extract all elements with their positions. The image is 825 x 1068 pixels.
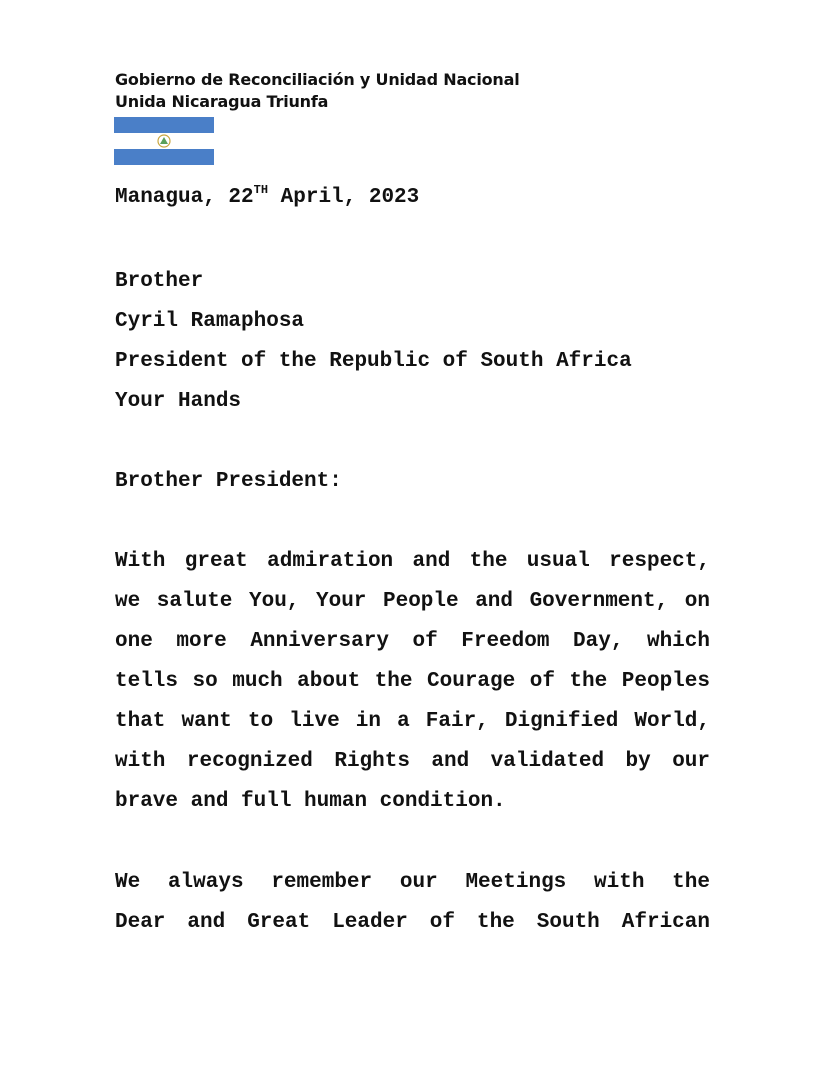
paragraph-line: With great admiration and the usual respect,	[115, 550, 710, 573]
letterhead-government-name: Gobierno de Reconciliación y Unidad Nacional	[115, 70, 520, 89]
salutation: Brother President:	[115, 470, 342, 493]
date-suffix: April, 2023	[268, 186, 420, 209]
flag-bottom-band	[114, 149, 214, 165]
nicaragua-flag-icon	[114, 117, 214, 165]
coat-of-arms-icon	[157, 134, 171, 148]
addressee-title: President of the Republic of South Africa	[115, 350, 632, 373]
paragraph-line: one more Anniversary of Freedom Day, which	[115, 630, 710, 653]
flag-middle-band	[114, 133, 214, 149]
addressee-name: Cyril Ramaphosa	[115, 310, 305, 333]
paragraph-line: with recognized Rights and validated by our	[115, 750, 710, 773]
flag-top-band	[114, 117, 214, 133]
paragraph-line: that want to live in a Fair, Dignified World,	[115, 710, 710, 733]
addressee-line: Your Hands	[115, 390, 242, 413]
date-prefix: Managua, 22	[115, 186, 254, 209]
addressee-block	[115, 262, 632, 422]
paragraph-line: We always remember our Meetings with the	[115, 871, 710, 894]
body-paragraph	[115, 863, 710, 943]
date-ordinal: TH	[253, 183, 269, 197]
paragraph-line: brave and full human condition.	[115, 790, 506, 813]
letterhead	[115, 69, 520, 113]
letter-date	[115, 184, 419, 213]
paragraph-line: we salute You, Your People and Government, on	[115, 590, 710, 613]
body-paragraph	[115, 542, 710, 822]
addressee-line: Brother	[115, 270, 204, 293]
paragraph-line: tells so much about the Courage of the Peoples	[115, 670, 710, 693]
letterhead-slogan: Unida Nicaragua Triunfa	[115, 92, 329, 111]
paragraph-line: Dear and Great Leader of the South African	[115, 911, 710, 934]
